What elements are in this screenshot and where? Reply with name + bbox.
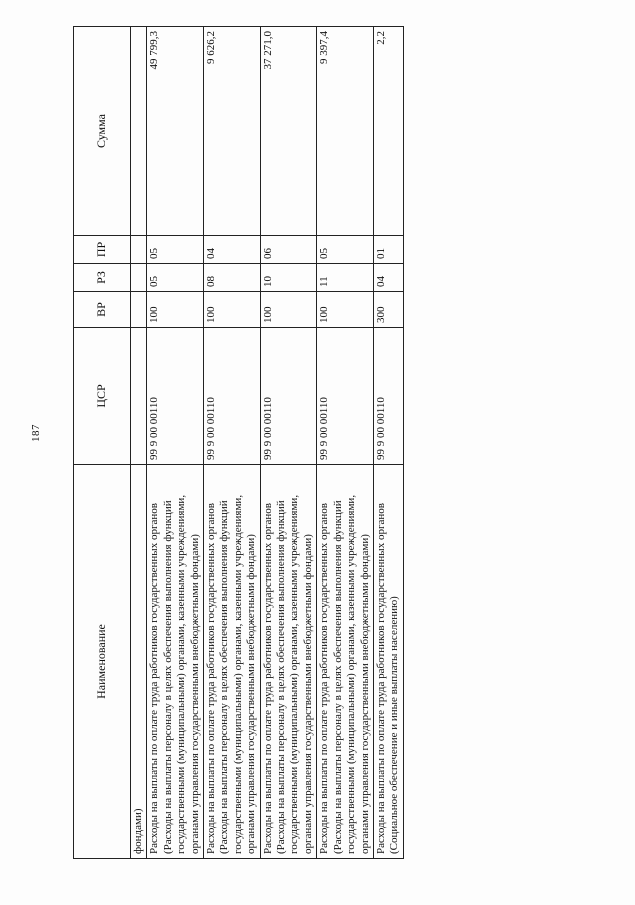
row-rz: 04 xyxy=(373,264,403,292)
row-sum: 49 799,3 xyxy=(147,27,204,236)
row-name: Расходы на выплаты по оплате труда работников государственных органов (Социальное обеспечение и иные выплаты населению) xyxy=(373,465,403,859)
row-sum: 2,2 xyxy=(373,27,403,236)
row-pr: 05 xyxy=(317,236,374,264)
row-rz: 08 xyxy=(204,264,261,292)
table-row xyxy=(317,27,374,859)
header-name: Наименование xyxy=(74,465,131,859)
row-vr: 100 xyxy=(204,292,261,328)
table-cell-empty xyxy=(131,27,147,236)
table-cell-empty xyxy=(131,328,147,465)
row-name: Расходы на выплаты по оплате труда работников государственных органов (Расходы на выплаты персоналу в целях обеспечения выполнения функций государственными (муниципальными) органами, казенными учреждениями, органами управления государственными внебюджетными фондами) xyxy=(147,465,204,859)
table-row xyxy=(260,27,317,859)
row-vr: 100 xyxy=(147,292,204,328)
table-row-continuation xyxy=(131,27,147,859)
table-row xyxy=(147,27,204,859)
budget-table xyxy=(73,26,404,859)
row-pr: 05 xyxy=(147,236,204,264)
row-csr: 99 9 00 00110 xyxy=(373,328,403,465)
header-vr: ВР xyxy=(74,292,131,328)
row-vr: 100 xyxy=(260,292,317,328)
row-sum: 9 626,2 xyxy=(204,27,261,236)
row-csr: 99 9 00 00110 xyxy=(204,328,261,465)
row-csr: 99 9 00 00110 xyxy=(260,328,317,465)
table-cell-empty xyxy=(131,292,147,328)
row-pr: 01 xyxy=(373,236,403,264)
header-pr: ПР xyxy=(74,236,131,264)
row-rz: 05 xyxy=(147,264,204,292)
table-cell-empty xyxy=(131,264,147,292)
row-rz: 11 xyxy=(317,264,374,292)
row-pr: 04 xyxy=(204,236,261,264)
table-row xyxy=(373,27,403,859)
row-pr: 06 xyxy=(260,236,317,264)
header-csr: ЦСР xyxy=(74,328,131,465)
row-name: Расходы на выплаты по оплате труда работников государственных органов (Расходы на выплаты персоналу в целях обеспечения выполнения функций государственными (муниципальными) органами, казенными учреждениями, органами управления государственными внебюджетными фондами) xyxy=(260,465,317,859)
table-header-row xyxy=(74,27,131,859)
header-sum: Сумма xyxy=(74,27,131,236)
row-csr: 99 9 00 00110 xyxy=(317,328,374,465)
continuation-text: фондами) xyxy=(131,465,147,859)
page-number: 187 xyxy=(30,424,42,442)
header-rz: РЗ xyxy=(74,264,131,292)
table-cell-empty xyxy=(131,236,147,264)
row-sum: 9 397,4 xyxy=(317,27,374,236)
row-csr: 99 9 00 00110 xyxy=(147,328,204,465)
row-vr: 100 xyxy=(317,292,374,328)
row-name: Расходы на выплаты по оплате труда работников государственных органов (Расходы на выплаты персоналу в целях обеспечения выполнения функций государственными (муниципальными) органами, казенными учреждениями, органами управления государственными внебюджетными фондами) xyxy=(317,465,374,859)
row-rz: 10 xyxy=(260,264,317,292)
table-row xyxy=(204,27,261,859)
row-sum: 37 271,0 xyxy=(260,27,317,236)
row-vr: 300 xyxy=(373,292,403,328)
row-name: Расходы на выплаты по оплате труда работников государственных органов (Расходы на выплаты персоналу в целях обеспечения выполнения функций государственными (муниципальными) органами, казенными учреждениями, органами управления государственными внебюджетными фондами) xyxy=(204,465,261,859)
